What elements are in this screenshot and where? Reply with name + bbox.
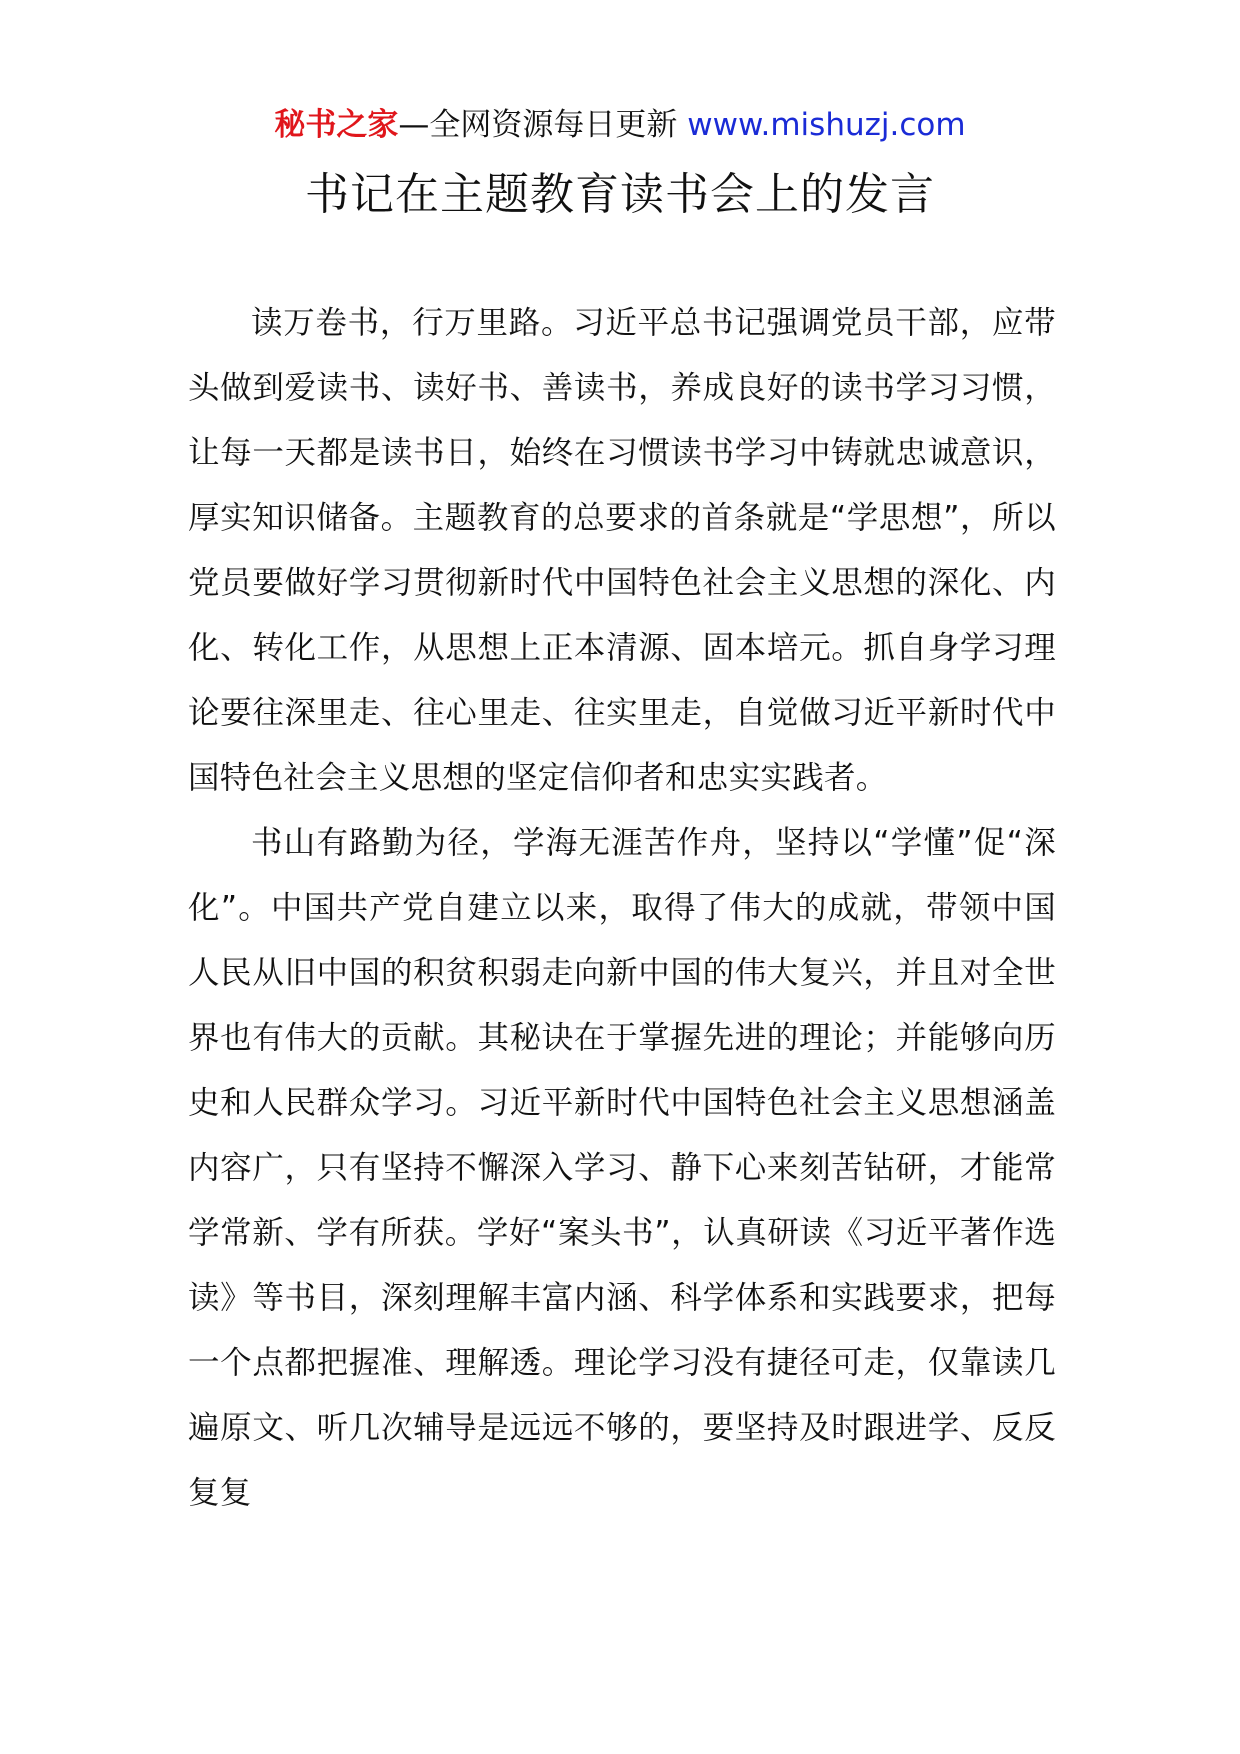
document-title: 书记在主题教育读书会上的发言 xyxy=(305,169,935,220)
paragraph-2: 书山有路勤为径，学海无涯苦作舟，坚持以“学懂”促“深化”。中国共产党自建立以来，取得了伟大的成就，带领中国人民从旧中国的积贫积弱走向新中国的伟大复兴，并且对全世界也有伟大的贡献。其秘诀在于掌握先进的理论；并能够向历史和人民群众学习。习近平新时代中国特色社会主义思想涵盖内容广，只有坚持不懈深入学习、静下心来刻苦钻研，才能常学常新、学有所获。学好“案头书”，认真研读《习近平著作选读》等书目，深刻理解丰富内涵、科学体系和实践要求，把每一个点都把握准、理解透。理论学习没有捷径可走，仅靠读几遍原文、听几次辅导是远远不够的，要坚持及时跟进学、反反复复 xyxy=(188,825,1056,1511)
paragraph-1: 读万卷书，行万里路。习近平总书记强调党员干部，应带头做到爱读书、读好书、善读书，养成良好的读书学习习惯，让每一天都是读书日，始终在习惯读书学习中铸就忠诚意识，厚实知识储备。主题教育的总要求的首条就是“学思想”，所以党员要做好学习贯彻新时代中国特色社会主义思想的深化、内化、转化工作，从思想上正本清源、固本培元。抓自身学习理论要往深里走、往心里走、往实里走，自觉做习近平新时代中国特色社会主义思想的坚定信仰者和忠实实践者。 xyxy=(188,305,1056,796)
brand-name: 秘书之家 xyxy=(274,107,399,143)
site-header xyxy=(0,103,1240,147)
header-tagline: —全网资源每日更新 xyxy=(398,107,688,143)
site-url-link[interactable]: www.mishuzj.com xyxy=(687,107,966,143)
document-body xyxy=(188,291,1056,1526)
